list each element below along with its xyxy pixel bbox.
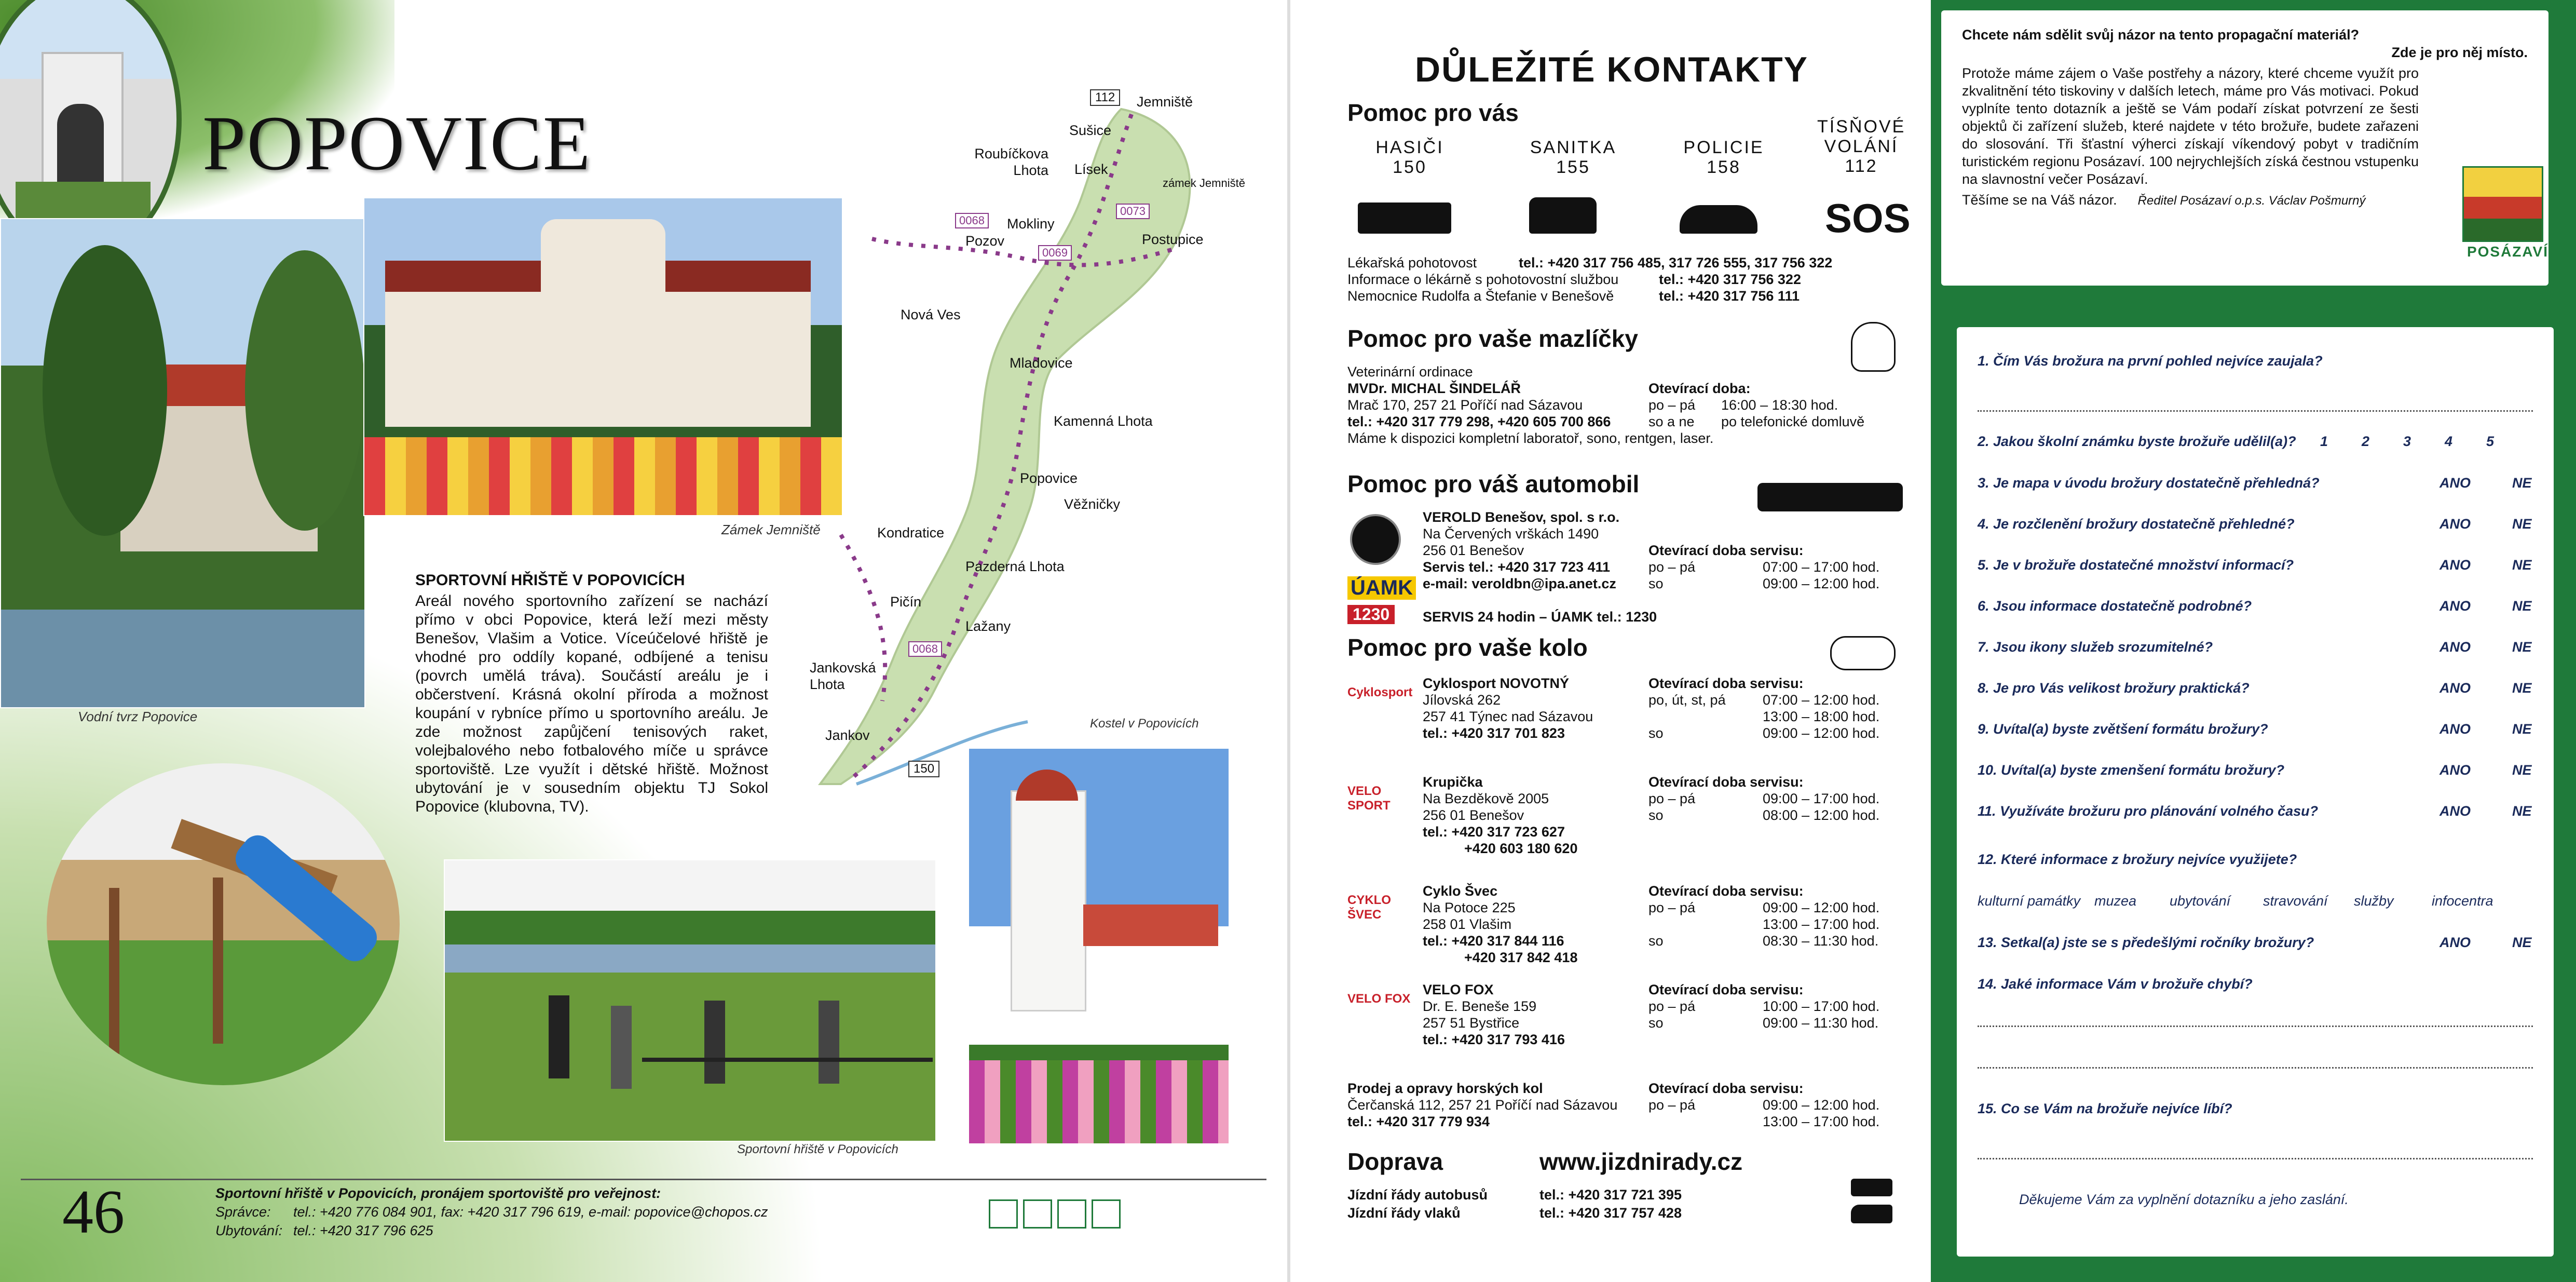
thanks-text: Děkujeme Vám za vyplnění dotazníku a jeho zaslání. [2019,1192,2349,1207]
mtb-hours-1 [1648,1097,1918,1113]
intro-signature [1962,191,2528,210]
yes-option[interactable]: ANO [2439,680,2471,696]
bike-shop-days: po – pá [1648,998,1696,1014]
q13-yes[interactable]: ANO [2439,935,2471,950]
page-questionnaire [1931,0,2576,1282]
no-option[interactable]: NE [2512,803,2532,819]
question-15: 15. Co se Vám na brožuře nejvíce líbí? [1978,1101,2232,1116]
sign1: Těšíme se na Váš názor. [1962,192,2117,208]
bike-shop-hours [1648,883,1918,949]
bike-shop-hours [1648,981,1918,1031]
no-option[interactable]: NE [2512,639,2532,655]
yes-no-question [1978,598,2538,614]
car-l2: Na Červených vrškách 1490 [1423,526,1599,542]
train-label: Jízdní řády vlaků [1347,1205,1461,1221]
bike-shop-hours-label: Otevírací doba servisu: [1648,774,1804,790]
bike-shop-info [1423,774,1646,857]
yes-no-question [1978,516,2538,532]
pets-l4: tel.: +420 317 779 298, +420 605 700 866 [1347,414,1611,429]
pets-l3: Mrač 170, 257 21 Poříčí nad Sázavou [1347,397,1583,413]
intro-answer: Zde je pro něj místo. [2391,45,2528,60]
bike-shop-hours-label: Otevírací doba servisu: [1648,676,1804,691]
bike-shop-addr1: Na Bezděkově 2005 [1423,791,1549,806]
pets-h2a: so a ne [1648,414,1695,429]
photo-sportovni-hriste [444,859,936,1142]
yes-no-question-text: 7. Jsou ikony služeb srozumitelné? [1978,639,2213,655]
posazavi-logo-picture [2462,166,2543,242]
map-label-jemniste: Jemniště [1137,94,1193,110]
question-13-text: 13. Setkal(a) jste se s předešlými ročníky brožury? [1978,935,2314,950]
help-line-3-value: tel.: +420 317 756 111 [1659,288,1800,304]
tow-truck-icon [1757,483,1903,511]
car-h2a: so [1648,576,1664,591]
bus-label: Jízdní řády autobusů [1347,1187,1488,1203]
yes-no-question [1978,803,2538,819]
caption-zamek: Zámek Jemniště [721,522,821,537]
yes-option[interactable]: ANO [2439,803,2471,819]
pets-l1: Veterinární ordinace [1347,364,1473,380]
bike-shop-logo: VELO FOX [1347,992,1411,1006]
map-label-zamek: zámek Jemniště [1163,177,1245,190]
pets-h1a: po – pá [1648,397,1696,413]
car-block [1423,509,1661,592]
map-label-jankov: Jankov [825,727,870,743]
yes-option[interactable]: ANO [2439,721,2471,737]
pets-l2: MVDr. MICHAL ŠINDELÁŘ [1347,381,1521,396]
contacts-title: DŮLEŽITÉ KONTAKTY [1415,50,1809,89]
yes-option[interactable]: ANO [2439,516,2471,532]
pets-hours-1 [1648,397,1918,413]
photo-playground [47,763,400,1085]
bike-shop-time: 09:00 – 11:30 hod. [1763,1015,1879,1031]
grade-option[interactable]: 2 [2362,434,2370,449]
website-link[interactable]: www.jizdnirady.cz [1539,1148,1743,1175]
yes-no-question-text: 10. Uvítal(a) byste zmenšení formátu brožury? [1978,762,2285,778]
bike-shop-days: po – pá [1648,900,1696,915]
yes-no-question [1978,721,2538,737]
road-112: 112 [1090,89,1120,106]
pets-block [1347,363,1638,430]
bike-shop-time: 09:00 – 17:00 hod. [1763,791,1880,806]
grade-option[interactable]: 1 [2320,434,2328,449]
q12-option[interactable]: muzea [2094,893,2137,909]
bike-shop-time: 13:00 – 18:00 hod. [1763,709,1880,724]
yes-no-question-text: 3. Je mapa v úvodu brožury dostatečně přehledná? [1978,475,2320,491]
mtb-hours-label: Otevírací doba servisu: [1648,1081,1804,1096]
mtb-hours [1648,1080,1918,1130]
car-hours [1648,542,1918,592]
heading-kolo: Pomoc pro vaše kolo [1347,634,1588,661]
help-line-1-label: Lékařská pohotovost [1347,255,1477,271]
map-label-popovice: Popovice [1020,470,1078,486]
bike-shop-info [1423,675,1646,741]
yes-no-question [1978,639,2538,655]
pets-hours-2 [1648,413,1918,430]
question-12: 12. Které informace z brožury nejvíce využijete? [1978,852,2297,867]
no-option[interactable]: NE [2512,762,2532,778]
bike-shop-hours [1648,774,1918,824]
bike-shop-addr1: Jílovská 262 [1423,692,1501,708]
map-label-lazany: Lažany [965,618,1011,634]
bike-shop-name: Krupička [1423,774,1483,790]
no-option[interactable]: NE [2512,598,2532,614]
help-line-2-label: Informace o lékárně s pohotovostní službou [1347,272,1619,287]
yes-no-question-text: 6. Jsou informace dostatečně podrobné? [1978,598,2252,614]
heading-doprava: Doprava [1347,1148,1443,1175]
pets-h1b: 16:00 – 18:30 hod. [1721,397,1838,413]
question-2-text: 2. Jakou školní známku byste brožuře udělil(a)? [1978,434,2296,449]
photo-vodni-tvrz [0,218,365,708]
bike-shop-time: 08:00 – 12:00 hod. [1763,807,1880,823]
bike-shop-info [1423,981,1646,1048]
service-icons [989,1199,1126,1229]
map-label-postupice: Postupice [1142,232,1204,247]
footer-spravce: tel.: +420 776 084 901, fax: +420 317 796 619, e-mail: popovice@chopos.cz [293,1204,768,1220]
map-label-roubickova: Roubíčkova Lhota [974,146,1048,178]
q12-option[interactable]: stravování [2263,893,2328,909]
no-option[interactable]: NE [2512,516,2532,532]
bike-shop-addr2: 257 51 Bystřice [1423,1015,1520,1031]
footer-line1: Sportovní hřiště v Popovicích, pronájem sportoviště pro veřejnost: [215,1185,661,1201]
road-0069: 0069 [1038,245,1072,261]
answer-line-14a[interactable] [1978,1025,2533,1027]
bike-shop-hours-row [1648,807,1918,824]
service-hasici-num: 150 [1393,157,1427,177]
yes-no-question-text: 9. Uvítal(a) byste zvětšení formátu brožury? [1978,721,2268,737]
yes-no-question [1978,475,2538,491]
intro-text: Protože máme zájem o Vaše postřehy a názory, které chceme využít pro zkvalitnění této tiskoviny v dalších letech, máme pro Vás motivaci. Pokud vyplníte tento dotazník a ještě se Vám podaří získat potvrzení ze šesti objektů či zařízení služeb, které najdete v této brožuře, budete zařazeni do slosování. Tři šťastní výherci získají víkendový pobyt v tradičním turistickém regionu Posázaví. 100 nejrychlejších získá čestnou vstupenku na slavnostní večer Posázaví. [1962,65,2419,187]
pets-h2b: po telefonické domluvě [1721,414,1865,429]
bike-shop-info [1423,883,1646,966]
bus-tel: tel.: +420 317 721 395 [1539,1187,1682,1203]
bike-shop-hours-label: Otevírací doba servisu: [1648,982,1804,997]
page-contacts [1287,0,1934,1282]
bike-shop-hours-row [1648,725,1918,741]
bike-shop-name: VELO FOX [1423,982,1494,997]
map-label-kondratice: Kondratice [877,525,945,541]
caption-hriste: Sportovní hřiště v Popovicích [737,1142,898,1156]
footer-label-ubytovani: Ubytování: [215,1223,283,1238]
bus-icon [1851,1179,1892,1196]
bike-shop-logo: CYKLO ŠVEC [1347,893,1391,922]
heading-mazlicky: Pomoc pro vaše mazlíčky [1347,325,1638,352]
page-46 [0,0,1287,1282]
car-l4: Servis tel.: +420 317 723 411 [1423,559,1611,575]
mtb-block [1347,1080,1659,1130]
uamk-logo: ÚAMK [1347,576,1416,600]
article-heading: SPORTOVNÍ HŘIŠTĚ V POPOVICÍCH [415,572,685,589]
sos-label: SOS [1825,195,1911,241]
grade-option[interactable]: 4 [2445,434,2453,449]
footer-label-spravce: Správce: [215,1204,271,1220]
bike-shop-time: 09:00 – 12:00 hod. [1763,725,1880,741]
drink-icon [1057,1199,1086,1229]
map-label-veznicky: Věžničky [1064,496,1121,512]
bike-shop-hours-row [1648,916,1918,933]
bike-shop-tel2: +420 603 180 620 [1464,841,1578,856]
q12-option[interactable]: služby [2354,893,2394,909]
no-option[interactable]: NE [2512,680,2532,696]
bike-shop-time: 13:00 – 17:00 hod. [1763,916,1880,932]
help-line-3 [1347,288,1800,304]
page-title: POPOVICE [202,100,592,186]
service-tisnove-num: 112 [1845,156,1878,176]
photo-zamek-jemniste [363,197,843,516]
bike-shop-hours-row [1648,933,1918,949]
page-number: 46 [62,1177,125,1246]
map-label-nova: Nová Ves [901,307,961,322]
car-hours-1 [1648,559,1918,575]
mtb-hours-2 [1648,1113,1918,1130]
uamk-number-logo: 1230 [1347,605,1395,624]
mtb-l3: tel.: +420 317 779 934 [1347,1114,1490,1129]
bike-shop-addr2: 256 01 Benešov [1423,807,1524,823]
mtb-h1b: 09:00 – 12:00 hod. [1763,1097,1880,1113]
question-13 [1978,935,2538,951]
pets-l5: Máme k dispozici kompletní laboratoř, sono, rentgen, laser. [1347,430,1714,446]
bike-shop-hours-row [1648,790,1918,807]
footer-line3 [215,1221,768,1240]
map-label-pazderna: Pazderná Lhota [965,559,1065,574]
help-line-2 [1347,271,1801,288]
service-sanitka-name: SANITKA [1530,138,1617,157]
bike-shop-hours-row [1648,1015,1918,1031]
car-l5: e-mail: veroldbn@ipa.anet.cz [1423,576,1616,591]
service-tisnove-name: TÍSŇOVÉ VOLÁNÍ [1817,117,1906,156]
map-label-kamenna: Kamenná Lhota [1054,413,1153,429]
car-h1b: 07:00 – 17:00 hod. [1763,559,1880,575]
bike-shop-logo: Cyklosport [1347,685,1413,699]
bike-shop-addr1: Dr. E. Beneše 159 [1423,998,1537,1014]
road-0073: 0073 [1116,204,1150,219]
yes-no-question [1978,557,2538,573]
yes-option[interactable]: ANO [2439,639,2471,655]
answer-line-15[interactable] [1978,1158,2533,1159]
bike-shop-addr2: 257 41 Týnec nad Sázavou [1423,709,1593,724]
ambulance-icon [1529,197,1597,234]
map-label-mokliny: Mokliny [1007,216,1055,232]
service-policie-num: 158 [1707,157,1741,177]
bike-shop-tel: tel.: +420 317 793 416 [1423,1032,1565,1047]
intro-question: Chcete nám sdělit svůj názor na tento propagační materiál? [1962,27,2360,43]
q13-no[interactable]: NE [2512,935,2532,950]
yes-option[interactable]: ANO [2439,762,2471,778]
bike-shop-hours-row [1648,708,1918,725]
bike-shop-tel2: +420 317 842 418 [1464,950,1578,965]
map-label-mladovice: Mladovice [1010,355,1073,371]
footer-ubytovani: tel.: +420 317 796 625 [293,1223,433,1238]
map-panel [810,68,1256,805]
car-hours-2 [1648,575,1918,592]
fire-truck-icon [1358,203,1451,234]
caption-tvrz: Vodní tvrz Popovice [78,709,198,724]
service-hasici-name: HASIČI [1375,138,1444,157]
bicycle-icon [1830,636,1896,670]
bike-shop-tel: tel.: +420 317 701 823 [1423,725,1565,741]
yes-option[interactable]: ANO [2439,557,2471,573]
bike-shop-addr1: Na Potoce 225 [1423,900,1516,915]
no-option[interactable]: NE [2512,721,2532,737]
caption-kostel: Kostel v Popovicích [1090,717,1199,731]
bike-shop-tel: tel.: +420 317 723 627 [1423,824,1565,840]
question-1: 1. Čím Vás brožura na první pohled nejvíce zaujala? [1978,353,2323,369]
bike-shop-hours-row [1648,899,1918,916]
yes-no-question-text: 4. Je rozčlenění brožury dostatečně přehledné? [1978,516,2295,532]
yes-no-question-text: 5. Je v brožuře dostatečné množství informací? [1978,557,2294,573]
help-line-2-value: tel.: +420 317 756 322 [1659,272,1801,287]
map-label-jankovska: Jankovská Lhota [810,660,876,692]
footer-text [215,1184,768,1240]
q12-option[interactable]: ubytování [2170,893,2231,909]
yes-option[interactable]: ANO [2439,475,2471,491]
magnifier-icon [989,1199,1018,1229]
yes-option[interactable]: ANO [2439,598,2471,614]
pets-hours [1648,380,1918,430]
no-option[interactable]: NE [2512,557,2532,573]
help-line-1 [1347,254,1832,271]
bike-shop-days: so [1648,725,1664,741]
map-label-susice: Sušice [1069,123,1112,138]
questionnaire-form [1957,327,2554,1257]
dog-icon [1851,322,1896,372]
bike-shop-name: Cyklosport NOVOTNÝ [1423,676,1570,691]
article-sport [415,571,768,816]
water-icon [1023,1199,1052,1229]
answer-line-14b[interactable] [1978,1067,2533,1069]
yes-no-question-text: 11. Využíváte brožuru pro plánování volného času? [1978,803,2319,819]
mtb-h2b: 13:00 – 17:00 hod. [1763,1114,1880,1129]
grade-option[interactable]: 5 [2486,434,2495,449]
bike-shop-time: 07:00 – 12:00 hod. [1763,692,1880,708]
train-tel: tel.: +420 317 757 428 [1539,1205,1682,1221]
service-policie-name: POLICIE [1683,138,1764,157]
bike-shop-time: 09:00 – 12:00 hod. [1763,900,1880,915]
road-0068b: 0068 [908,641,942,657]
article-text: Areál nového sportovního zařízení se nachází přímo v obci Popovice, která leží mezi městy Benešov, Vlašim a Votice. Víceúčelové hřiště je vhodné pro oddíly kopané, odbíjené a tenisu (povrch umělá tráva). Součástí areálu je i občerstvení. Krásná okolní příroda a možnost koupání v rybníce přímo u sportovního areálu. Je zde možnost zapůjčení tenisových raket, volejbalového nebo fotbalového míče u správce sportoviště. Lze využít i dětské hřiště. Možnost ubytování je v sousedním objektu TJ Sokol Popovice (klubovna, TV). [415,592,768,815]
road-0068a: 0068 [955,213,989,228]
mtb-l2: Čerčanská 112, 257 21 Poříčí nad Sázavou [1347,1097,1618,1113]
map-label-picin: Pičín [890,594,922,610]
help-line-3-label: Nemocnice Rudolfa a Štefanie v Benešově [1347,288,1614,304]
posazavi-logo: POSÁZAVÍ [2466,244,2548,260]
pets-hours-label: Otevírací doba: [1648,381,1751,396]
bike-shop-days: so [1648,807,1664,823]
car-h2b: 09:00 – 12:00 hod. [1763,576,1880,591]
bike-shop-hours [1648,675,1918,741]
bike-shop-days: so [1648,933,1664,949]
service-24: SERVIS 24 hodin – ÚAMK tel.: 1230 [1423,609,1657,625]
car-l3: 256 01 Benešov [1423,543,1524,558]
car-l1: VEROLD Benešov, spol. s r.o. [1423,509,1620,525]
footer-line2 [215,1203,768,1221]
road-150: 150 [908,761,939,777]
heading-automobil: Pomoc pro váš automobil [1347,470,1640,497]
bed-icon [1092,1199,1121,1229]
bike-shop-days: po, út, st, pá [1648,692,1726,708]
service-sanitka [1521,138,1625,177]
bike-shop-days: so [1648,1015,1664,1031]
mtb-l1: Prodej a opravy horských kol [1347,1081,1543,1096]
car-hours-label: Otevírací doba servisu: [1648,543,1804,558]
service-policie [1672,138,1776,177]
answer-line-1[interactable] [1978,410,2533,412]
no-option[interactable]: NE [2512,475,2532,491]
heading-pomoc-pro-vas: Pomoc pro vás [1347,99,1519,126]
car-h1a: po – pá [1648,559,1696,575]
bike-shop-time: 10:00 – 17:00 hod. [1763,998,1880,1014]
sign2: Ředitel Posázaví o.p.s. Václav Pošmurný [2137,194,2366,208]
q12-option[interactable]: infocentra [2432,893,2493,909]
photo-kostel [968,748,1230,1144]
bike-shop-hours-label: Otevírací doba servisu: [1648,883,1804,899]
bike-shop-logo: VELO SPORT [1347,784,1391,813]
bike-shop-days: po – pá [1648,791,1696,806]
question-14: 14. Jaké informace Vám v brožuře chybí? [1978,976,2253,992]
mtb-h1a: po – pá [1648,1097,1696,1113]
yes-no-question [1978,680,2538,696]
bike-shop-addr2: 258 01 Vlašim [1423,916,1512,932]
bike-shop-time: 08:30 – 11:30 hod. [1763,933,1879,949]
questionnaire-intro [1941,10,2548,286]
footer-rule [21,1179,1266,1180]
yes-no-question [1978,762,2538,778]
train-icon [1851,1205,1892,1223]
grade-option[interactable]: 3 [2403,434,2411,449]
bike-shop-hours-row [1648,692,1918,708]
service-hasici [1368,138,1451,177]
service-sanitka-num: 155 [1556,157,1590,177]
map-label-pozov: Pozov [965,233,1005,249]
police-car-icon [1680,205,1757,234]
service-tisnove [1817,117,1905,176]
yes-no-question-text: 8. Je pro Vás velikost brožury praktická? [1978,680,2250,696]
bike-shop-tel: tel.: +420 317 844 116 [1423,933,1564,949]
map-label-lisek: Lísek [1074,161,1108,177]
bike-shop-hours-row [1648,998,1918,1015]
skoda-logo [1350,514,1401,565]
help-line-1-value: tel.: +420 317 756 485, 317 726 555, 317 756 322 [1519,255,1833,271]
q12-option[interactable]: kulturní památky [1978,893,2081,909]
bike-shop-name: Cyklo Švec [1423,883,1498,899]
